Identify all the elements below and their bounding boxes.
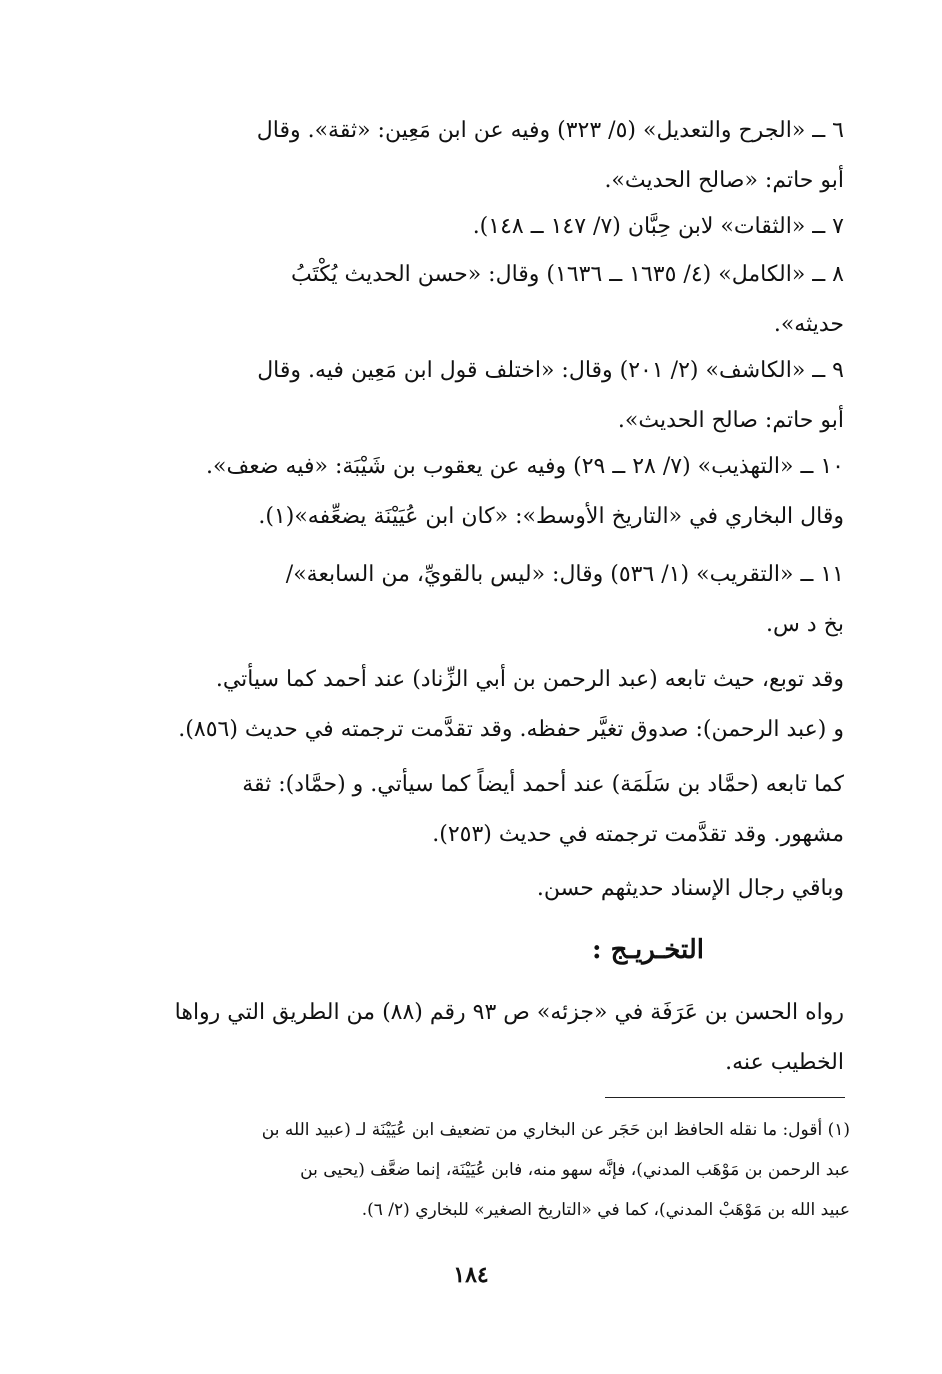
footnote-divider bbox=[605, 1097, 845, 1098]
entry-line: ١٠ ــ «التهذيب» (٧/ ٢٨ ــ ٢٩) وفيه عن يعقوب بن شَيْبَة: «فيه ضعف». bbox=[206, 454, 844, 479]
paragraph-line: وقد توبع، حيث تابعه (عبد الرحمن بن أبي الزِّناد) عند أحمد كما سيأتي. bbox=[215, 667, 844, 692]
paragraph-isnad bbox=[92, 864, 844, 914]
paragraph-line: وباقي رجال الإسناد حديثهم حسن. bbox=[536, 876, 844, 901]
footnote-line: عبد الرحمن بن مَوْهَب المدني)، فإنَّه سهو منه، فابن عُيَيْنَة، إنما ضعَّف (يحيى بن bbox=[300, 1160, 850, 1180]
takhrij-line: رواه الحسن بن عَرَفَة في «جزئه» ص ٩٣ رقم (٨٨) من الطريق التي رواها bbox=[174, 1000, 844, 1025]
entry-6 bbox=[92, 106, 844, 206]
entry-9 bbox=[92, 346, 844, 446]
entry-line: وقال البخاري في «التاريخ الأوسط»: «كان ابن عُيَيْنَة يضعِّفه»(١). bbox=[258, 504, 844, 529]
takhrij-text bbox=[92, 988, 844, 1088]
paragraph-mutaba-2 bbox=[92, 760, 844, 860]
paragraph-line: كما تابعه (حمَّاد بن سَلَمَة) عند أحمد أيضاً كما سيأتي. و (حمَّاد): ثقة bbox=[242, 772, 844, 797]
footnote-line: عبيد الله بن مَوْهَبْ المدني)، كما في «التاريخ الصغير» للبخاري (٢/ ٦). bbox=[361, 1200, 850, 1220]
paragraph-line: مشهور. وقد تقدَّمت ترجمته في حديث (٢٥٣). bbox=[432, 822, 844, 847]
footnote-line: (١) أقول: ما نقله الحافظ ابن حَجَر عن البخاري من تضعيف ابن عُيَيْنَة لـ (عبيد الله بن bbox=[261, 1120, 850, 1140]
page-number: ١٨٤ bbox=[453, 1262, 489, 1288]
entry-line: أبو حاتم: «صالح الحديث». bbox=[604, 168, 844, 193]
entry-line: ٧ ــ «الثقات» لابن حِبَّان (٧/ ١٤٧ ــ ١٤٨). bbox=[472, 214, 844, 239]
entry-line: ٦ ــ «الجرح والتعديل» (٥/ ٣٢٣) وفيه عن ابن مَعِين: «ثقة». وقال bbox=[256, 118, 844, 143]
entry-7 bbox=[92, 202, 844, 252]
takhrij-line: الخطيب عنه. bbox=[725, 1050, 844, 1075]
paragraph-mutaba-1 bbox=[92, 655, 844, 755]
entry-8 bbox=[92, 250, 844, 350]
entry-line: حديثه». bbox=[773, 312, 844, 337]
paragraph-line: و (عبد الرحمن): صدوق تغيَّر حفظه. وقد تقدَّمت ترجمته في حديث (٨٥٦). bbox=[178, 717, 844, 742]
footnote bbox=[90, 1110, 850, 1230]
entry-10 bbox=[92, 442, 844, 542]
takhrij-heading: التخـريـج : bbox=[591, 935, 704, 965]
entry-11 bbox=[92, 550, 844, 650]
entry-line: ٩ ــ «الكاشف» (٢/ ٢٠١) وقال: «اختلف قول ابن مَعِين فيه. وقال bbox=[257, 358, 844, 383]
entry-line: بخ د س. bbox=[766, 612, 844, 637]
entry-line: أبو حاتم: صالح الحديث». bbox=[617, 408, 844, 433]
entry-line: ١١ ــ «التقريب» (١/ ٥٣٦) وقال: «ليس بالقويِّ، من السابعة»/ bbox=[285, 562, 844, 587]
entry-line: ٨ ــ «الكامل» (٤/ ١٦٣٥ ــ ١٦٣٦) وقال: «حسن الحديث يُكْتَبُ bbox=[290, 262, 844, 287]
